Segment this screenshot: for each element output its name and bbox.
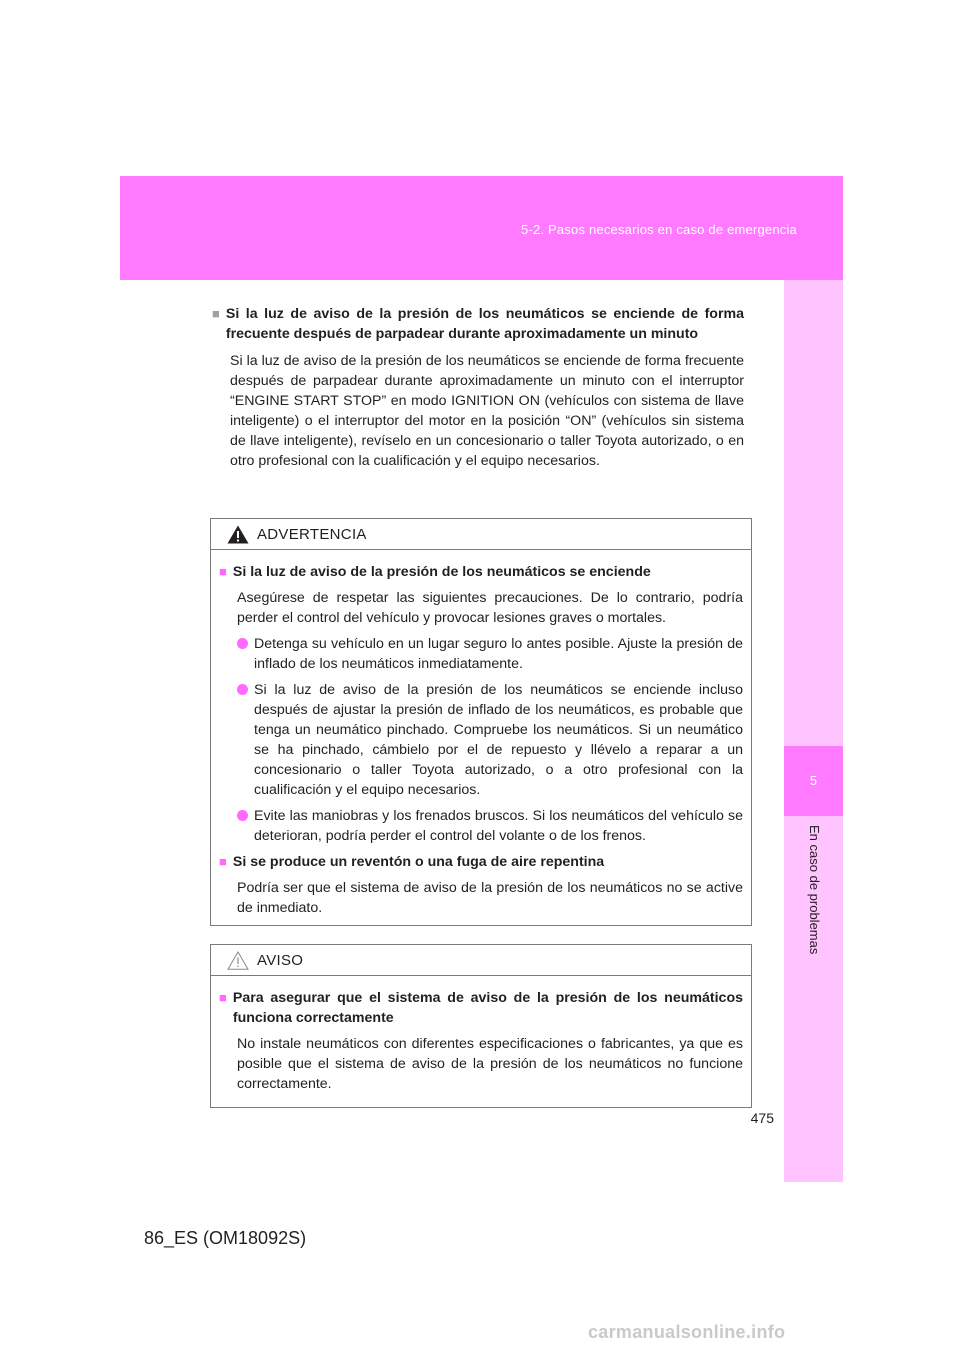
warning-title: ADVERTENCIA (257, 526, 367, 543)
warning-bullet-text: Evite las maniobras y los frenados bruscos. Si los neumáticos del vehículo se deterioran, podría perder el control del volante o de los frenos. (254, 808, 743, 844)
warning-heading-2-text: Si se produce un reventón o una fuga de aire repentina (232, 854, 605, 870)
notice-heading-text: Para asegurar que el sistema de aviso de la presión de los neumáticos funciona correctamente (232, 990, 743, 1026)
round-bullet-icon (237, 810, 248, 821)
chapter-label: En caso de problemas (807, 825, 822, 955)
warning-body-2: Podría ser que el sistema de aviso de la presión de los neumáticos no se active de inmediato. (237, 880, 743, 916)
notice-heading (219, 988, 743, 1028)
notice-title: AVISO (257, 952, 304, 969)
warning-bullet (237, 680, 743, 800)
chapter-side-tab (784, 280, 843, 1182)
intro-section (212, 304, 744, 471)
warning-bullet (237, 634, 743, 674)
notice-body: No instale neumáticos con diferentes especificaciones o fabricantes, ya que es posible que el sistema de aviso de la presión de los neumáticos no funcione correctamente. (237, 1036, 743, 1092)
page-number: 475 (750, 1110, 774, 1126)
warning-heading-1 (219, 562, 743, 582)
intro-body: Si la luz de aviso de la presión de los neumáticos se enciende de forma frecuente después de parpadear durante aproximadamente un minuto con el interruptor “ENGINE START STOP” en modo IGNITION ON (vehículos con sistema de llave inteligente) o el interruptor del motor en la posición “ON” (vehículos sin sistema de llave inteligente), revíselo en un concesionario o taller Toyota autorizado, o en otro profesional con la cualificación y el equipo necesarios. (230, 353, 744, 469)
square-bullet-icon: ■ (219, 564, 227, 579)
warning-heading-1-text: Si la luz de aviso de la presión de los neumáticos se enciende (232, 564, 651, 580)
warning-heading-2 (219, 852, 743, 872)
square-bullet-icon: ■ (219, 854, 227, 869)
warning-bullet-text: Detenga su vehículo en un lugar seguro lo antes posible. Ajuste la presión de inflado de los neumáticos inmediatamente. (254, 636, 743, 672)
warning-bullet (237, 806, 743, 846)
square-bullet-icon: ■ (219, 990, 227, 1005)
notice-box-header (211, 945, 751, 976)
caution-triangle-icon (227, 951, 249, 970)
warning-body-1: Asegúrese de respetar las siguientes precauciones. De lo contrario, podría perder el control del vehículo y provocar lesiones graves o mortales. (237, 590, 743, 626)
watermark: carmanualsonline.info (588, 1322, 786, 1342)
warning-box (210, 518, 752, 926)
chapter-number: 5 (784, 746, 843, 816)
round-bullet-icon (237, 684, 248, 695)
warning-box-header (211, 519, 751, 550)
warning-triangle-icon (227, 525, 249, 544)
section-title: 5-2. Pasos necesarios en caso de emergencia (521, 222, 797, 237)
notice-box-body (211, 976, 751, 1102)
document-code: 86_ES (OM18092S) (144, 1228, 307, 1248)
intro-heading (212, 304, 744, 344)
section-header-band (120, 176, 843, 280)
warning-bullet-text: Si la luz de aviso de la presión de los neumáticos se enciende incluso después de ajustar la presión de inflado de los neumáticos, es probable que tenga un neumático pinchado. Compruebe los neumáticos. Si un neumático se ha pinchado, cámbielo por el de repuesto y llévelo a reparar a un concesionario o taller Toyota autorizado, o a otro profesional con la cualificación y el equipo necesarios. (254, 682, 743, 798)
warning-box-body (211, 550, 751, 926)
square-bullet-icon: ■ (212, 306, 220, 321)
intro-heading-text: Si la luz de aviso de la presión de los neumáticos se enciende de forma frecuente después de parpadear durante aproximadamente un minuto (225, 306, 744, 342)
notice-box (210, 944, 752, 1108)
round-bullet-icon (237, 638, 248, 649)
